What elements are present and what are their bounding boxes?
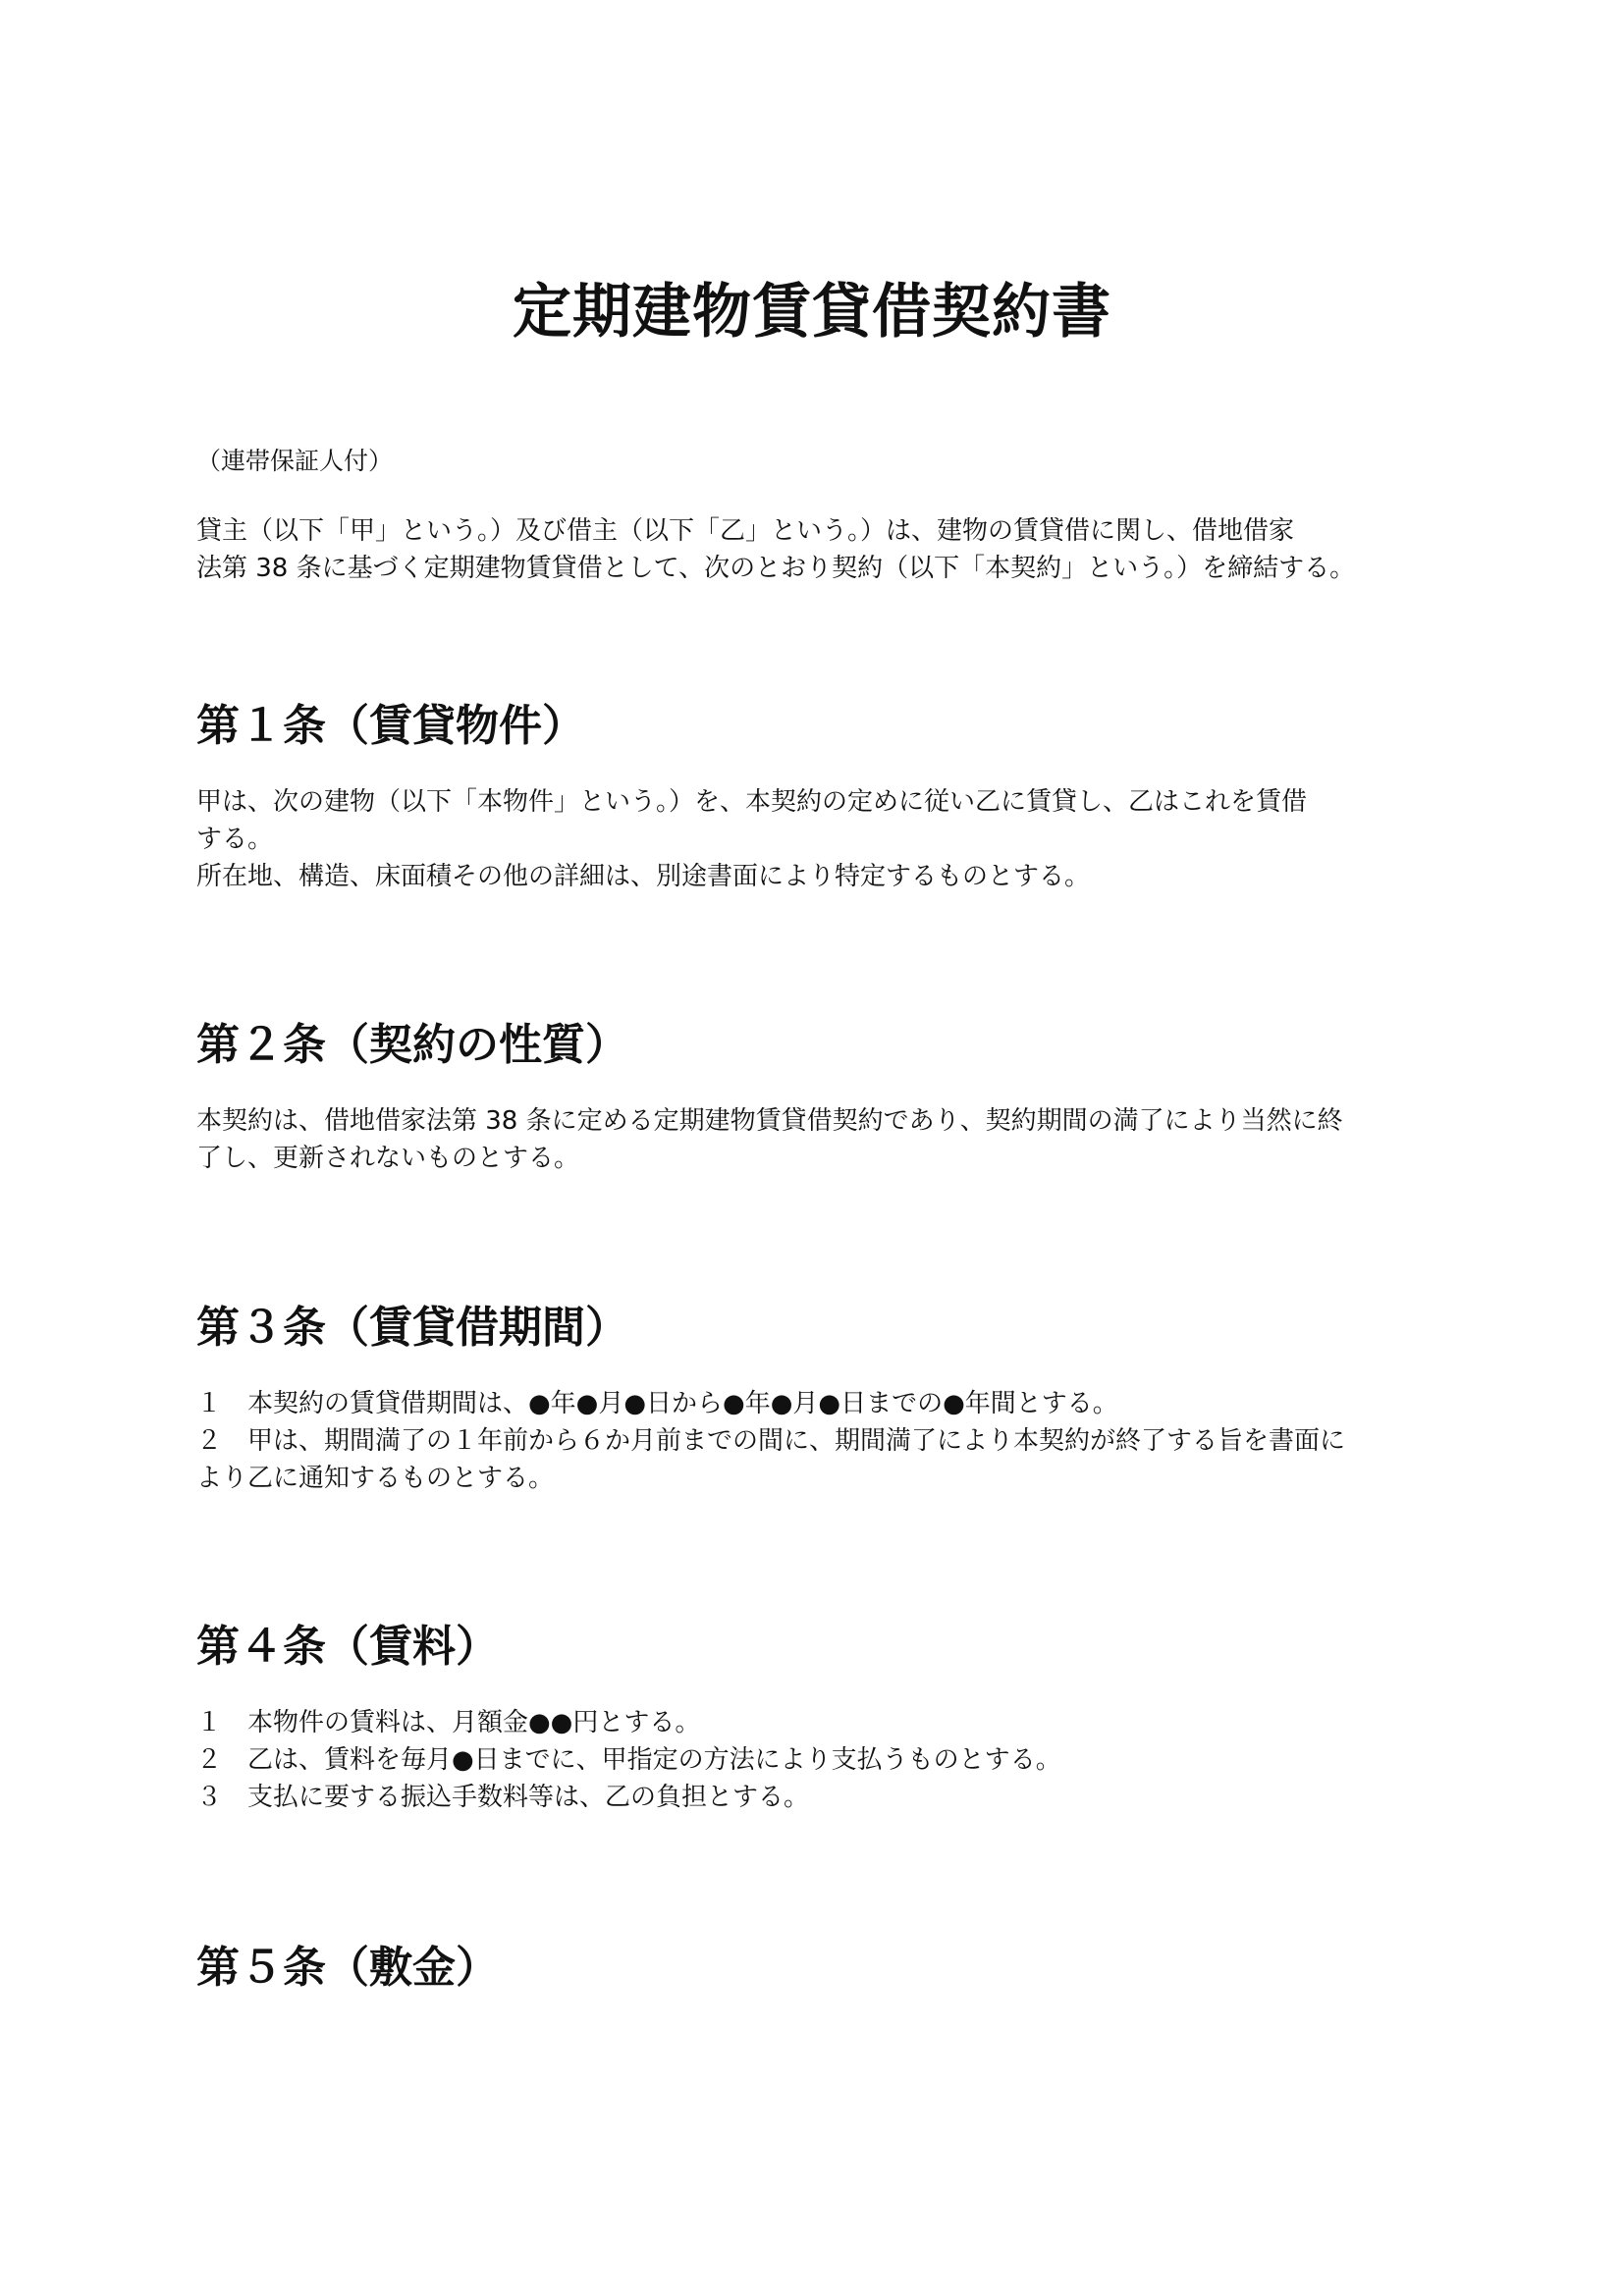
article-heading: 第３条（賃貸借期間） (196, 1303, 628, 1353)
document-title: 定期建物賃貸借契約書 (513, 278, 1111, 347)
article-line: 甲は、次の建物（以下「本物件」という。）を、本契約の定めに従い乙に賃貸し、乙はこれを賃借 (196, 787, 1308, 817)
article-2 (196, 1018, 1473, 1177)
article-line: 了し、更新されないものとする。 (196, 1144, 580, 1173)
preamble-line: 貸主（以下「甲」という。）及び借主（以下「乙」という。）は、建物の賃貸借に関し、借地借家 (196, 516, 1295, 546)
article-line: する。 (196, 825, 274, 854)
article-line: 所在地、構造、床面積その他の詳細は、別途書面により特定するものとする。 (196, 862, 1091, 891)
article-1 (196, 699, 1473, 895)
article-line: ２ 甲は、期間満了の１年前から６か月前までの間に、期間満了により本契約が終了する旨を書面に (196, 1426, 1346, 1456)
preamble-line: 法第 38 条に基づく定期建物賃貸借として、次のとおり契約（以下「本契約」という。）を締結する。 (196, 554, 1356, 583)
article-5 (196, 1941, 1473, 1996)
article-line: ２ 乙は、賃料を毎月●日までに、甲指定の方法により支払うものとする。 (196, 1745, 1061, 1775)
article-heading: 第１条（賃貸物件） (196, 701, 585, 751)
article-heading: 第５条（敷金） (196, 1943, 499, 1993)
article-line: 本契約は、借地借家法第 38 条に定める定期建物賃貸借契約であり、契約期間の満了により当然に終 (196, 1106, 1343, 1136)
article-body (196, 1102, 1473, 1177)
document-subtitle: （連帯保証人付） (196, 447, 394, 475)
article-heading: 第４条（賃料） (196, 1622, 499, 1672)
article-heading: 第２条（契約の性質） (196, 1020, 628, 1070)
preamble (196, 512, 1473, 587)
article-3 (196, 1301, 1473, 1497)
article-body (196, 783, 1473, 895)
article-line: より乙に通知するものとする。 (196, 1464, 555, 1493)
article-body (196, 1704, 1473, 1816)
article-body (196, 1385, 1473, 1497)
article-4 (196, 1620, 1473, 1816)
article-line: １ 本物件の賃料は、月額金●●円とする。 (196, 1708, 701, 1737)
article-line: ３ 支払に要する振込手数料等は、乙の負担とする。 (196, 1783, 810, 1812)
article-line: １ 本契約の賃貸借期間は、●年●月●日から●年●月●日までの●年間とする。 (196, 1389, 1118, 1418)
